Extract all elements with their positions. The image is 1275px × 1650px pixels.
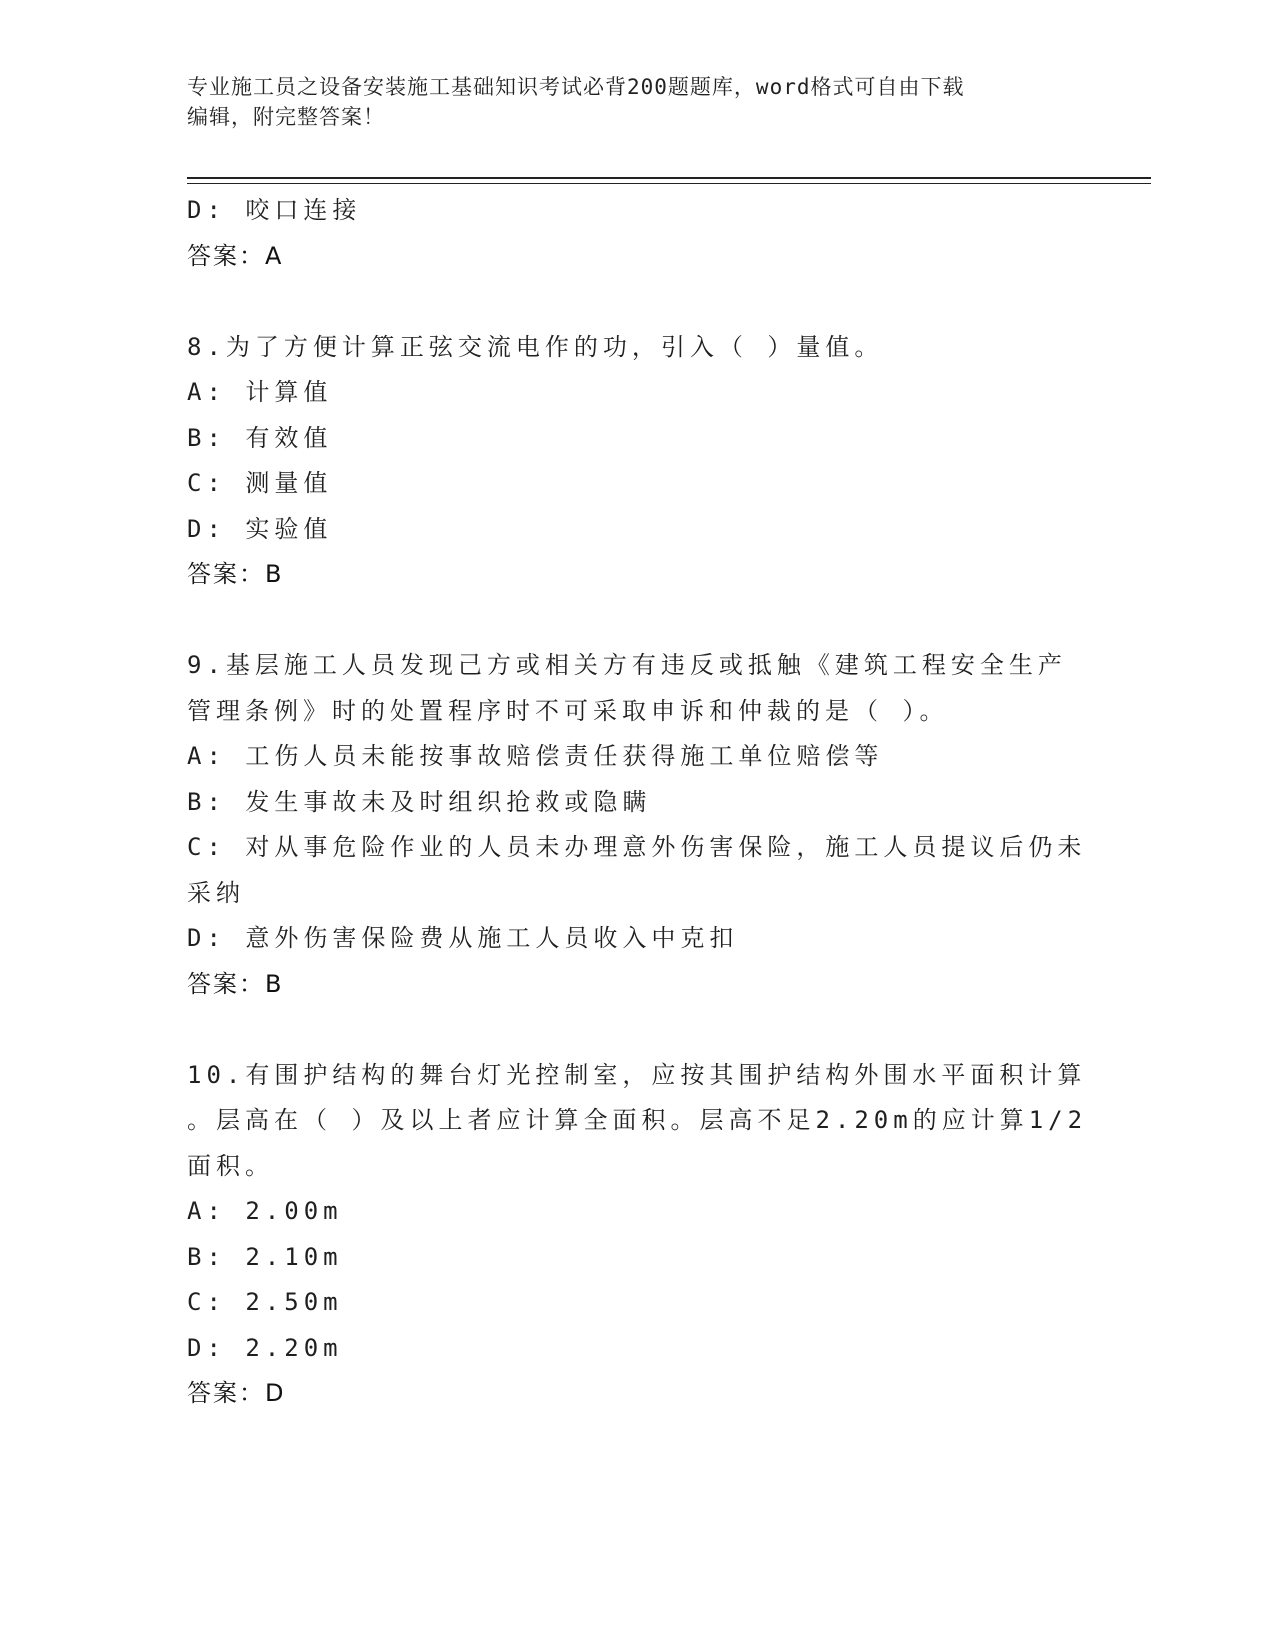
header-line-1: 专业施工员之设备安装施工基础知识考试必背200题题库，word格式可自由下载 <box>187 75 965 99</box>
option-b: B: 有效值 <box>187 423 333 452</box>
option-b: B: 发生事故未及时组织抢救或隐瞒 <box>187 787 652 816</box>
option-b: B: 2.10m <box>187 1242 343 1271</box>
question-content <box>187 188 1087 1417</box>
question-9 <box>187 643 1087 1007</box>
option-c: C: 测量值 <box>187 469 333 497</box>
answer-line: 答案：B <box>187 969 284 998</box>
previous-question-tail <box>187 188 1087 279</box>
question-stem: 8.为了方便计算正弦交流电作的功，引入（ ）量值。 <box>187 332 884 361</box>
header-divider-thick <box>187 177 1151 179</box>
option-d: D: 咬口连接 <box>187 196 362 224</box>
option-d: D: 实验值 <box>187 514 333 543</box>
option-c: C: 对从事危险作业的人员未办理意外伤害保险，施工人员提议后仍未 <box>187 833 1087 861</box>
question-stem-line-2: 。层高在（ ）及以上者应计算全面积。层高不足2.20m的应计算1/2 <box>187 1106 1088 1134</box>
option-d: D: 意外伤害保险费从施工人员收入中克扣 <box>187 924 739 952</box>
header-divider-thin <box>187 183 1151 184</box>
option-a: A: 2.00m <box>187 1197 343 1225</box>
question-spacer <box>187 598 1087 644</box>
question-10 <box>187 1053 1087 1417</box>
question-8 <box>187 325 1087 598</box>
question-spacer <box>187 279 1087 325</box>
option-a: A: 工伤人员未能按事故赔偿责任获得施工单位赔偿等 <box>187 742 884 770</box>
answer-line: 答案：A <box>187 241 284 270</box>
answer-line: 答案：D <box>187 1379 286 1407</box>
option-d: D: 2.20m <box>187 1333 343 1362</box>
answer-line: 答案：B <box>187 560 284 588</box>
question-stem-line-3: 面积。 <box>187 1151 274 1180</box>
question-stem-line-2: 管理条例》时的处置程序时不可采取申诉和仲裁的是（ ）。 <box>187 696 949 725</box>
option-a: A: 计算值 <box>187 378 333 406</box>
question-stem-line-1: 9.基层施工人员发现己方或相关方有违反或抵触《建筑工程安全生产 <box>187 651 1067 679</box>
option-c: C: 2.50m <box>187 1288 343 1316</box>
document-header <box>187 72 1087 132</box>
question-stem-line-1: 10.有围护结构的舞台灯光控制室，应按其围护结构外围水平面积计算 <box>187 1060 1087 1089</box>
option-c-continued: 采纳 <box>187 878 245 907</box>
header-line-2: 编辑，附完整答案！ <box>187 105 385 129</box>
question-spacer <box>187 1007 1087 1053</box>
